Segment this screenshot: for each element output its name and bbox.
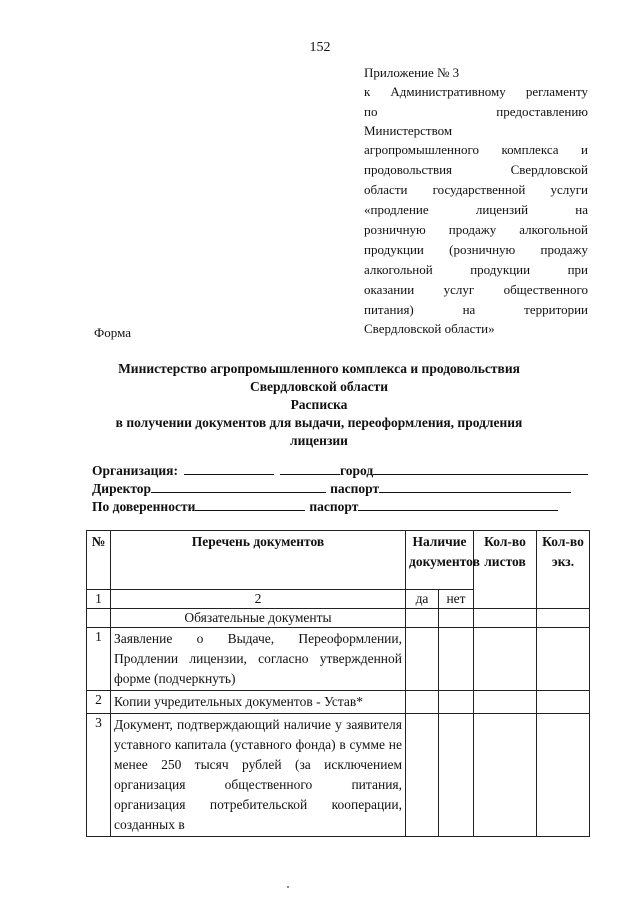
organization-row	[92, 462, 592, 480]
appendix-line: агропромышленного комплекса и	[364, 142, 588, 157]
section-empty-cell	[87, 609, 111, 628]
scan-speck	[287, 886, 289, 888]
document-title	[90, 360, 548, 450]
row-yes-cell[interactable]	[406, 628, 439, 691]
passport-blank-2[interactable]	[358, 498, 558, 511]
header-sheets: Кол-во листов	[474, 531, 537, 609]
header-copies: Кол-во экз.	[537, 531, 590, 609]
subheader-num: 1	[87, 590, 111, 609]
empty-cell	[537, 609, 590, 628]
purpose-line: в получении документов для выдачи, переоформления, продления	[115, 415, 523, 430]
director-blank[interactable]	[151, 480, 326, 493]
row-no-cell[interactable]	[439, 714, 474, 837]
passport-label: паспорт	[330, 481, 380, 496]
director-label: Директор	[92, 481, 152, 496]
row-copies-cell[interactable]	[537, 628, 590, 691]
appendix-line: области государственной услуги	[364, 182, 588, 197]
appendix-line: Приложение № 3	[364, 65, 460, 80]
appendix-line: Министерством	[364, 123, 453, 138]
page-number: 152	[309, 40, 331, 55]
row-num: 2	[87, 691, 111, 714]
appendix-line: оказании услуг общественного	[364, 282, 588, 297]
header-fields	[92, 462, 592, 516]
row-yes-cell[interactable]	[406, 691, 439, 714]
row-text: Документ, подтверждающий наличие у заявителя уставного капитала (уставного фонда) в сумме не менее 250 тысяч рублей (за исключением организация общественного питания, организация потребительской кооперации, созданных в	[111, 714, 406, 837]
header-num: №	[87, 531, 111, 590]
header-list: Перечень документов	[111, 531, 406, 590]
appendix-line: питания) на территории	[364, 302, 588, 317]
row-copies-cell[interactable]	[537, 714, 590, 837]
appendix-line: «продление лицензий на	[364, 202, 588, 217]
row-no-cell[interactable]	[439, 691, 474, 714]
ministry-line: Министерство агропромышленного комплекса и продовольствия	[118, 361, 520, 376]
city-label: город	[339, 463, 374, 478]
purpose-line: лицензии	[290, 433, 348, 448]
row-sheets-cell[interactable]	[474, 714, 537, 837]
appendix-line: розничную продажу алкогольной	[364, 222, 588, 237]
receipt-title: Расписка	[290, 397, 348, 412]
appendix-line: по предоставлению	[364, 104, 588, 119]
row-no-cell[interactable]	[439, 628, 474, 691]
table-row	[87, 628, 590, 691]
organization-label: Организация:	[92, 463, 178, 478]
row-yes-cell[interactable]	[406, 714, 439, 837]
row-text: Копии учредительных документов - Устав*	[111, 691, 406, 714]
proxy-label: По доверенности	[92, 499, 196, 514]
empty-cell	[406, 609, 439, 628]
proxy-blank[interactable]	[195, 498, 305, 511]
proxy-row	[92, 498, 592, 516]
appendix-line: к Административному регламенту	[364, 84, 588, 99]
table-row	[87, 691, 590, 714]
section-row	[87, 609, 590, 628]
appendix-line: продукции (розничную продажу	[364, 242, 588, 257]
row-text: Заявление о Выдаче, Переоформлении, Продлении лицензии, согласно утвержденной форме (подчеркнуть)	[111, 628, 406, 691]
organization-blank[interactable]	[184, 462, 274, 475]
row-num: 1	[87, 628, 111, 691]
row-sheets-cell[interactable]	[474, 628, 537, 691]
section-title: Обязательные документы	[111, 609, 406, 628]
row-copies-cell[interactable]	[537, 691, 590, 714]
passport-blank[interactable]	[379, 480, 571, 493]
director-row	[92, 480, 592, 498]
organization-blank-2[interactable]	[280, 462, 340, 475]
city-blank[interactable]	[373, 462, 588, 475]
appendix-header	[364, 64, 588, 338]
empty-cell	[439, 609, 474, 628]
form-label: Форма	[94, 325, 131, 340]
ministry-line: Свердловской области	[249, 379, 389, 394]
row-num: 3	[87, 714, 111, 837]
appendix-line: продовольствия Свердловской	[364, 162, 588, 177]
subheader-no: нет	[439, 590, 474, 609]
table-header-row	[87, 531, 590, 590]
appendix-line: алкогольной продукции при	[364, 262, 588, 277]
empty-cell	[474, 609, 537, 628]
appendix-line: Свердловской области»	[364, 321, 495, 336]
table-row	[87, 714, 590, 837]
passport-label-2: паспорт	[309, 499, 359, 514]
subheader-list: 2	[111, 590, 406, 609]
row-sheets-cell[interactable]	[474, 691, 537, 714]
subheader-yes: да	[406, 590, 439, 609]
documents-table	[86, 530, 590, 837]
header-presence: Наличие документов	[406, 531, 474, 590]
